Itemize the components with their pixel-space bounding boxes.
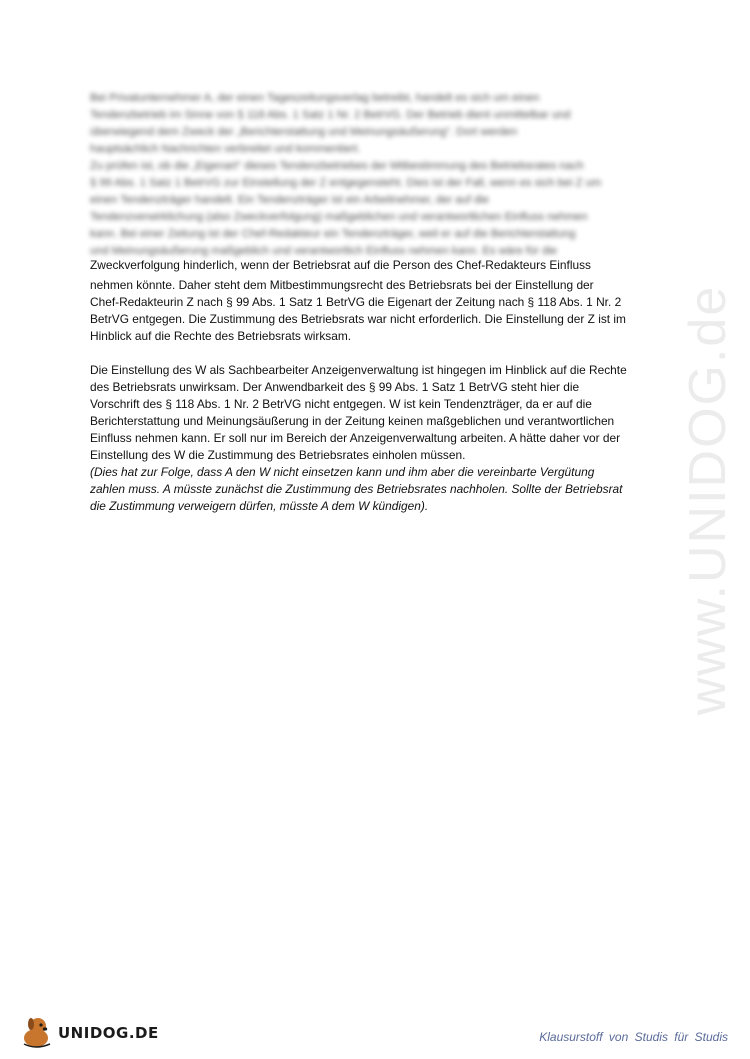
footer-slogan: Klausurstoff von Studis für Studis: [539, 1030, 728, 1044]
paragraph2-line: Berichterstattung und Meinungsäußerung in der Zeitung keinen maßgeblichen und verantwortlichen: [90, 414, 615, 428]
body-text: [90, 260, 660, 515]
blurred-line: überwiegend dem Zweck der „Berichterstattung und Meinungsäußerung“. Dort werden: [90, 126, 518, 138]
blurred-line: § 99 Abs. 1 Satz 1 BetrVG zur Einstellung der Z entgegensteht. Dies ist der Fall, wenn es sich bei Z um: [90, 177, 602, 189]
clipped-line: Zweckverfolgung hinderlich, wenn der Betriebsrat auf die Person des Chef-Redakteurs Einfluss: [90, 260, 591, 272]
paragraph1-line: Chef-Redakteurin Z nach § 99 Abs. 1 Satz 1 BetrVG die Eigenart der Zeitung nach § 118 Abs. 1 Nr. 2: [90, 295, 622, 309]
paragraph1-line: nehmen könnte. Daher steht dem Mitbestimmungsrecht des Betriebsrats bei der Einstellung der: [90, 278, 594, 292]
paragraph1-line: Hinblick auf die Rechte des Betriebsrats wirksam.: [90, 329, 352, 343]
blurred-line: Tendenzbetrieb im Sinne von § 118 Abs. 1 Satz 1 Nr. 2 BetrVG. Der Betrieb dient unmittelbar und: [90, 109, 571, 121]
paragraph1-line: BetrVG entgegen. Die Zustimmung des Betriebsrats war nicht erforderlich. Die Einstellung der Z ist im: [90, 312, 626, 326]
blurred-line: Zu prüfen ist, ob die „Eigenart“ dieses Tendenzbetriebes der Mitbestimmung des Betriebsrates nach: [90, 160, 584, 172]
logo-text: UNIDOG.DE: [58, 1024, 159, 1042]
paragraph2-line: Einfluss nehmen kann. Er soll nur im Bereich der Anzeigenverwaltung arbeiten. A hätte daher vor der: [90, 431, 621, 445]
paragraph2-line: Vorschrift des § 118 Abs. 1 Nr. 2 BetrVG nicht entgegen. W ist kein Tendenzträger, da er auf die: [90, 397, 592, 411]
blurred-line: hauptsächlich Nachrichten verbreitet und kommentiert.: [90, 143, 361, 155]
paragraph2-line: Einstellung des W die Zustimmung des Betriebsrates einholen müssen.: [90, 448, 466, 462]
blurred-line: und Meinungsäußerung maßgeblich und verantwortlich Einfluss nehmen kann. Es wäre für die: [90, 245, 558, 257]
italic-note-line: die Zustimmung verweigern dürfen, müsste A dem W kündigen).: [90, 499, 429, 513]
dog-mascot-icon: [20, 1014, 60, 1050]
italic-note-line: zahlen muss. A müsste zunächst die Zustimmung des Betriebsrates nachholen. Sollte der Betriebsrat: [90, 482, 623, 496]
blurred-line: einen Tendenzträger handelt. Ein Tendenzträger ist ein Arbeitnehmer, der auf die: [90, 194, 489, 206]
unidog-logo[interactable]: [20, 1014, 160, 1050]
blurred-line: Bei Privatunternehmer A, der einen Tageszeitungsverlag betreibt, handelt es sich um einen: [90, 92, 540, 104]
paragraph-gap: [90, 345, 660, 362]
blurred-paragraph: [90, 90, 656, 260]
paragraph2-line: des Betriebsrats unwirksam. Der Anwendbarkeit des § 99 Abs. 1 Satz 1 BetrVG steht hier die: [90, 380, 580, 394]
paragraph2-line: Die Einstellung des W als Sachbearbeiter Anzeigenverwaltung ist hingegen im Hinblick auf die Rechte: [90, 363, 627, 377]
blurred-line: kann. Bei einer Zeitung ist der Chef-Redakteur ein Tendenzträger, weil er auf die Berichterstattung: [90, 228, 576, 240]
watermark: www.UNIDOG.de: [679, 284, 737, 716]
italic-note-line: (Dies hat zur Folge, dass A den W nicht einsetzen kann und ihm aber die vereinbarte Vergütung: [90, 465, 595, 479]
blurred-line: Tendenzverwirklichung (also Zweckverfolgung) maßgeblichen und verantwortlichen Einfluss nehmen: [90, 211, 588, 223]
